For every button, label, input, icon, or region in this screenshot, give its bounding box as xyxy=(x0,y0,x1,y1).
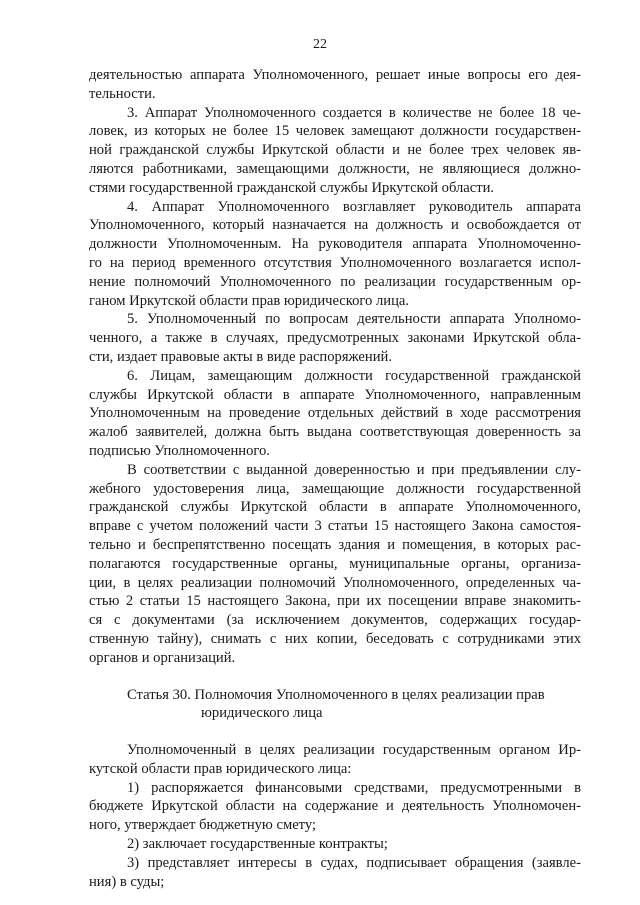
paragraph-p4 xyxy=(89,198,581,311)
article-heading xyxy=(89,686,581,724)
text-line: В соответствии с выданной доверенностью и при предъявлении слу- xyxy=(127,461,581,478)
article-paragraphs xyxy=(89,741,581,891)
text-line: деятельностью аппарата Уполномоченного, решает иные вопросы его дея- xyxy=(89,67,581,83)
document-body xyxy=(89,66,581,891)
page-number: 22 xyxy=(313,37,327,52)
paragraph-a2 xyxy=(89,779,581,835)
paragraph-p3 xyxy=(89,104,581,198)
text-line: ния) в суды; xyxy=(89,873,165,890)
text-line: ляются работниками, замещающими должности, не являющиеся должно- xyxy=(89,160,581,177)
text-line: полагаются государственные органы, муниципальные органы, организа- xyxy=(89,555,581,572)
article-heading-title: Статья 30. Полномочия Уполномоченного в целях реализации прав xyxy=(127,686,545,703)
text-line: го на период временного отсутствия Уполномоченного возлагается испол- xyxy=(89,254,581,271)
paragraph-a3 xyxy=(89,835,581,854)
text-line: службы Иркутской области в аппарате Уполномоченного, направленным xyxy=(89,386,581,403)
text-line: 3. Аппарат Уполномоченного создается в количестве не более 18 че- xyxy=(127,104,581,121)
text-line: нение полномочий Уполномоченного по реализации государственным ор- xyxy=(89,273,581,290)
text-line: бюджете Иркутской области на содержание и деятельность Уполномочен- xyxy=(89,798,581,815)
text-line: стью 2 статьи 15 настоящего Закона, при их посещении вправе знакомить- xyxy=(89,593,581,610)
text-line: 1) распоряжается финансовыми средствами, предусмотренными в xyxy=(127,779,581,796)
text-line: жалоб заявителей, должна быть выдана соответствующая доверенность за xyxy=(89,424,581,441)
text-line: гражданской службы Иркутской области в аппарате Уполномоченного, xyxy=(89,499,581,516)
article-heading-title-continued: юридического лица xyxy=(201,705,323,722)
text-line: 5. Уполномоченный по вопросам деятельности аппарата Уполномо- xyxy=(127,311,581,328)
text-line: 4. Аппарат Уполномоченного возглавляет руководитель аппарата xyxy=(127,198,581,215)
paragraph-p5 xyxy=(89,310,581,366)
text-line: тельно и беспрепятственно посещать здания и помещения, в которых рас- xyxy=(89,536,581,553)
text-line: 6. Лицам, замещающим должности государственной гражданской xyxy=(127,367,581,384)
text-line: 2) заключает государственные контракты; xyxy=(127,836,388,853)
text-line: стями государственной гражданской службы Иркутской области. xyxy=(89,179,495,196)
text-line: кутской области прав юридического лица: xyxy=(89,760,352,777)
text-line: Уполномоченного, который назначается на должность и освобождается от xyxy=(89,217,581,234)
text-line: ной гражданской службы Иркутской области и не более трех человек яв- xyxy=(89,142,581,159)
paragraph-a1 xyxy=(89,741,581,779)
text-line: органов и организаций. xyxy=(89,649,236,666)
text-line: должности Уполномоченным. На руководителя аппарата Уполномоченно- xyxy=(89,236,581,253)
text-line: ловек, из которых не более 15 человек замещают должности государствен- xyxy=(89,123,581,140)
text-line: ганом Иркутской области прав юридического лица. xyxy=(89,292,410,309)
text-line: ченного, а также в случаях, предусмотренных законами Иркутской обла- xyxy=(89,330,581,347)
text-line: вправе с учетом положений части 3 статьи 15 настоящего Закона самостоя- xyxy=(89,518,581,535)
text-line: Уполномоченный в целях реализации государственным органом Ир- xyxy=(127,742,581,759)
text-line: ственную тайну), снимать с них копии, беседовать с сотрудниками этих xyxy=(89,630,581,647)
text-line: ции, в целях реализации полномочий Уполномоченного, определенных ча- xyxy=(89,574,581,591)
text-line: 3) представляет интересы в судах, подписывает обращения (заявле- xyxy=(127,854,581,871)
paragraph-cont xyxy=(89,66,581,104)
text-line: ся с документами (за исключением документов, содержащих государ- xyxy=(89,612,581,629)
paragraph-p7 xyxy=(89,461,581,668)
text-line: тельности. xyxy=(89,85,156,102)
paragraph-a4 xyxy=(89,854,581,892)
section-paragraphs xyxy=(89,66,581,668)
text-line: ного, утверждает бюджетную смету; xyxy=(89,817,317,834)
text-line: сти, издает правовые акты в виде распоряжений. xyxy=(89,348,392,365)
paragraph-p6 xyxy=(89,367,581,461)
text-line: Уполномоченным на проведение отдельных действий в ходе рассмотрения xyxy=(89,405,581,422)
text-line: жебного удостоверения лица, замещающие должности государственной xyxy=(89,480,581,497)
text-line: подписью Уполномоченного. xyxy=(89,442,270,459)
